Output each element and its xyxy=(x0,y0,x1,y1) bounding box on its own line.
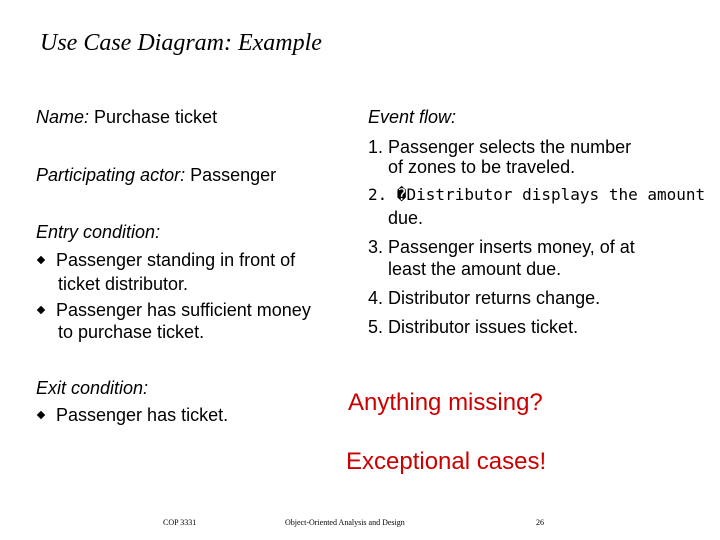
entry-item-continuation: ticket distributor. xyxy=(58,274,189,294)
step-5: 5. Distributor issues ticket. xyxy=(368,317,579,337)
footer-page-number: 26 xyxy=(536,518,544,527)
footer-subject: Object-Oriented Analysis and Design xyxy=(285,518,405,527)
actor-label: Participating actor: xyxy=(36,165,186,185)
exit-item xyxy=(36,403,228,427)
exit-item-text: Passenger has ticket. xyxy=(56,405,229,425)
diamond-bullet-icon xyxy=(37,306,45,314)
step-2-continuation: due. xyxy=(388,208,424,228)
step-3-continuation: least the amount due. xyxy=(388,259,562,279)
anything-missing-text: Anything missing? xyxy=(348,389,543,416)
name-line xyxy=(36,106,217,128)
entry-item-text: Passenger standing in front of xyxy=(56,250,296,270)
entry-condition-label: Entry condition: xyxy=(36,222,161,242)
step-1-continuation: of zones to be traveled. xyxy=(388,157,576,177)
diamond-bullet-icon xyxy=(37,411,45,419)
exceptional-cases-text: Exceptional cases! xyxy=(346,448,547,475)
step-4: 4. Distributor returns change. xyxy=(368,288,601,308)
step-3: 3. Passenger inserts money, of at xyxy=(368,237,635,257)
page-title: Use Case Diagram: Example xyxy=(40,30,322,56)
entry-item-continuation: to purchase ticket. xyxy=(58,322,205,342)
step-2: 2. �Distributor displays the amount xyxy=(368,185,706,204)
name-value: Purchase ticket xyxy=(89,107,218,127)
step-1: 1. Passenger selects the number xyxy=(368,137,632,157)
exit-condition-label: Exit condition: xyxy=(36,378,149,398)
name-label: Name: xyxy=(36,107,90,127)
entry-item-text: Passenger has sufficient money xyxy=(56,300,311,320)
actor-line xyxy=(36,164,276,186)
entry-item xyxy=(36,248,295,272)
diamond-bullet-icon xyxy=(37,256,45,264)
entry-item xyxy=(36,298,311,322)
event-flow-label: Event flow: xyxy=(368,107,457,127)
actor-value: Passenger xyxy=(185,165,277,185)
footer-course: COP 3331 xyxy=(163,518,197,527)
